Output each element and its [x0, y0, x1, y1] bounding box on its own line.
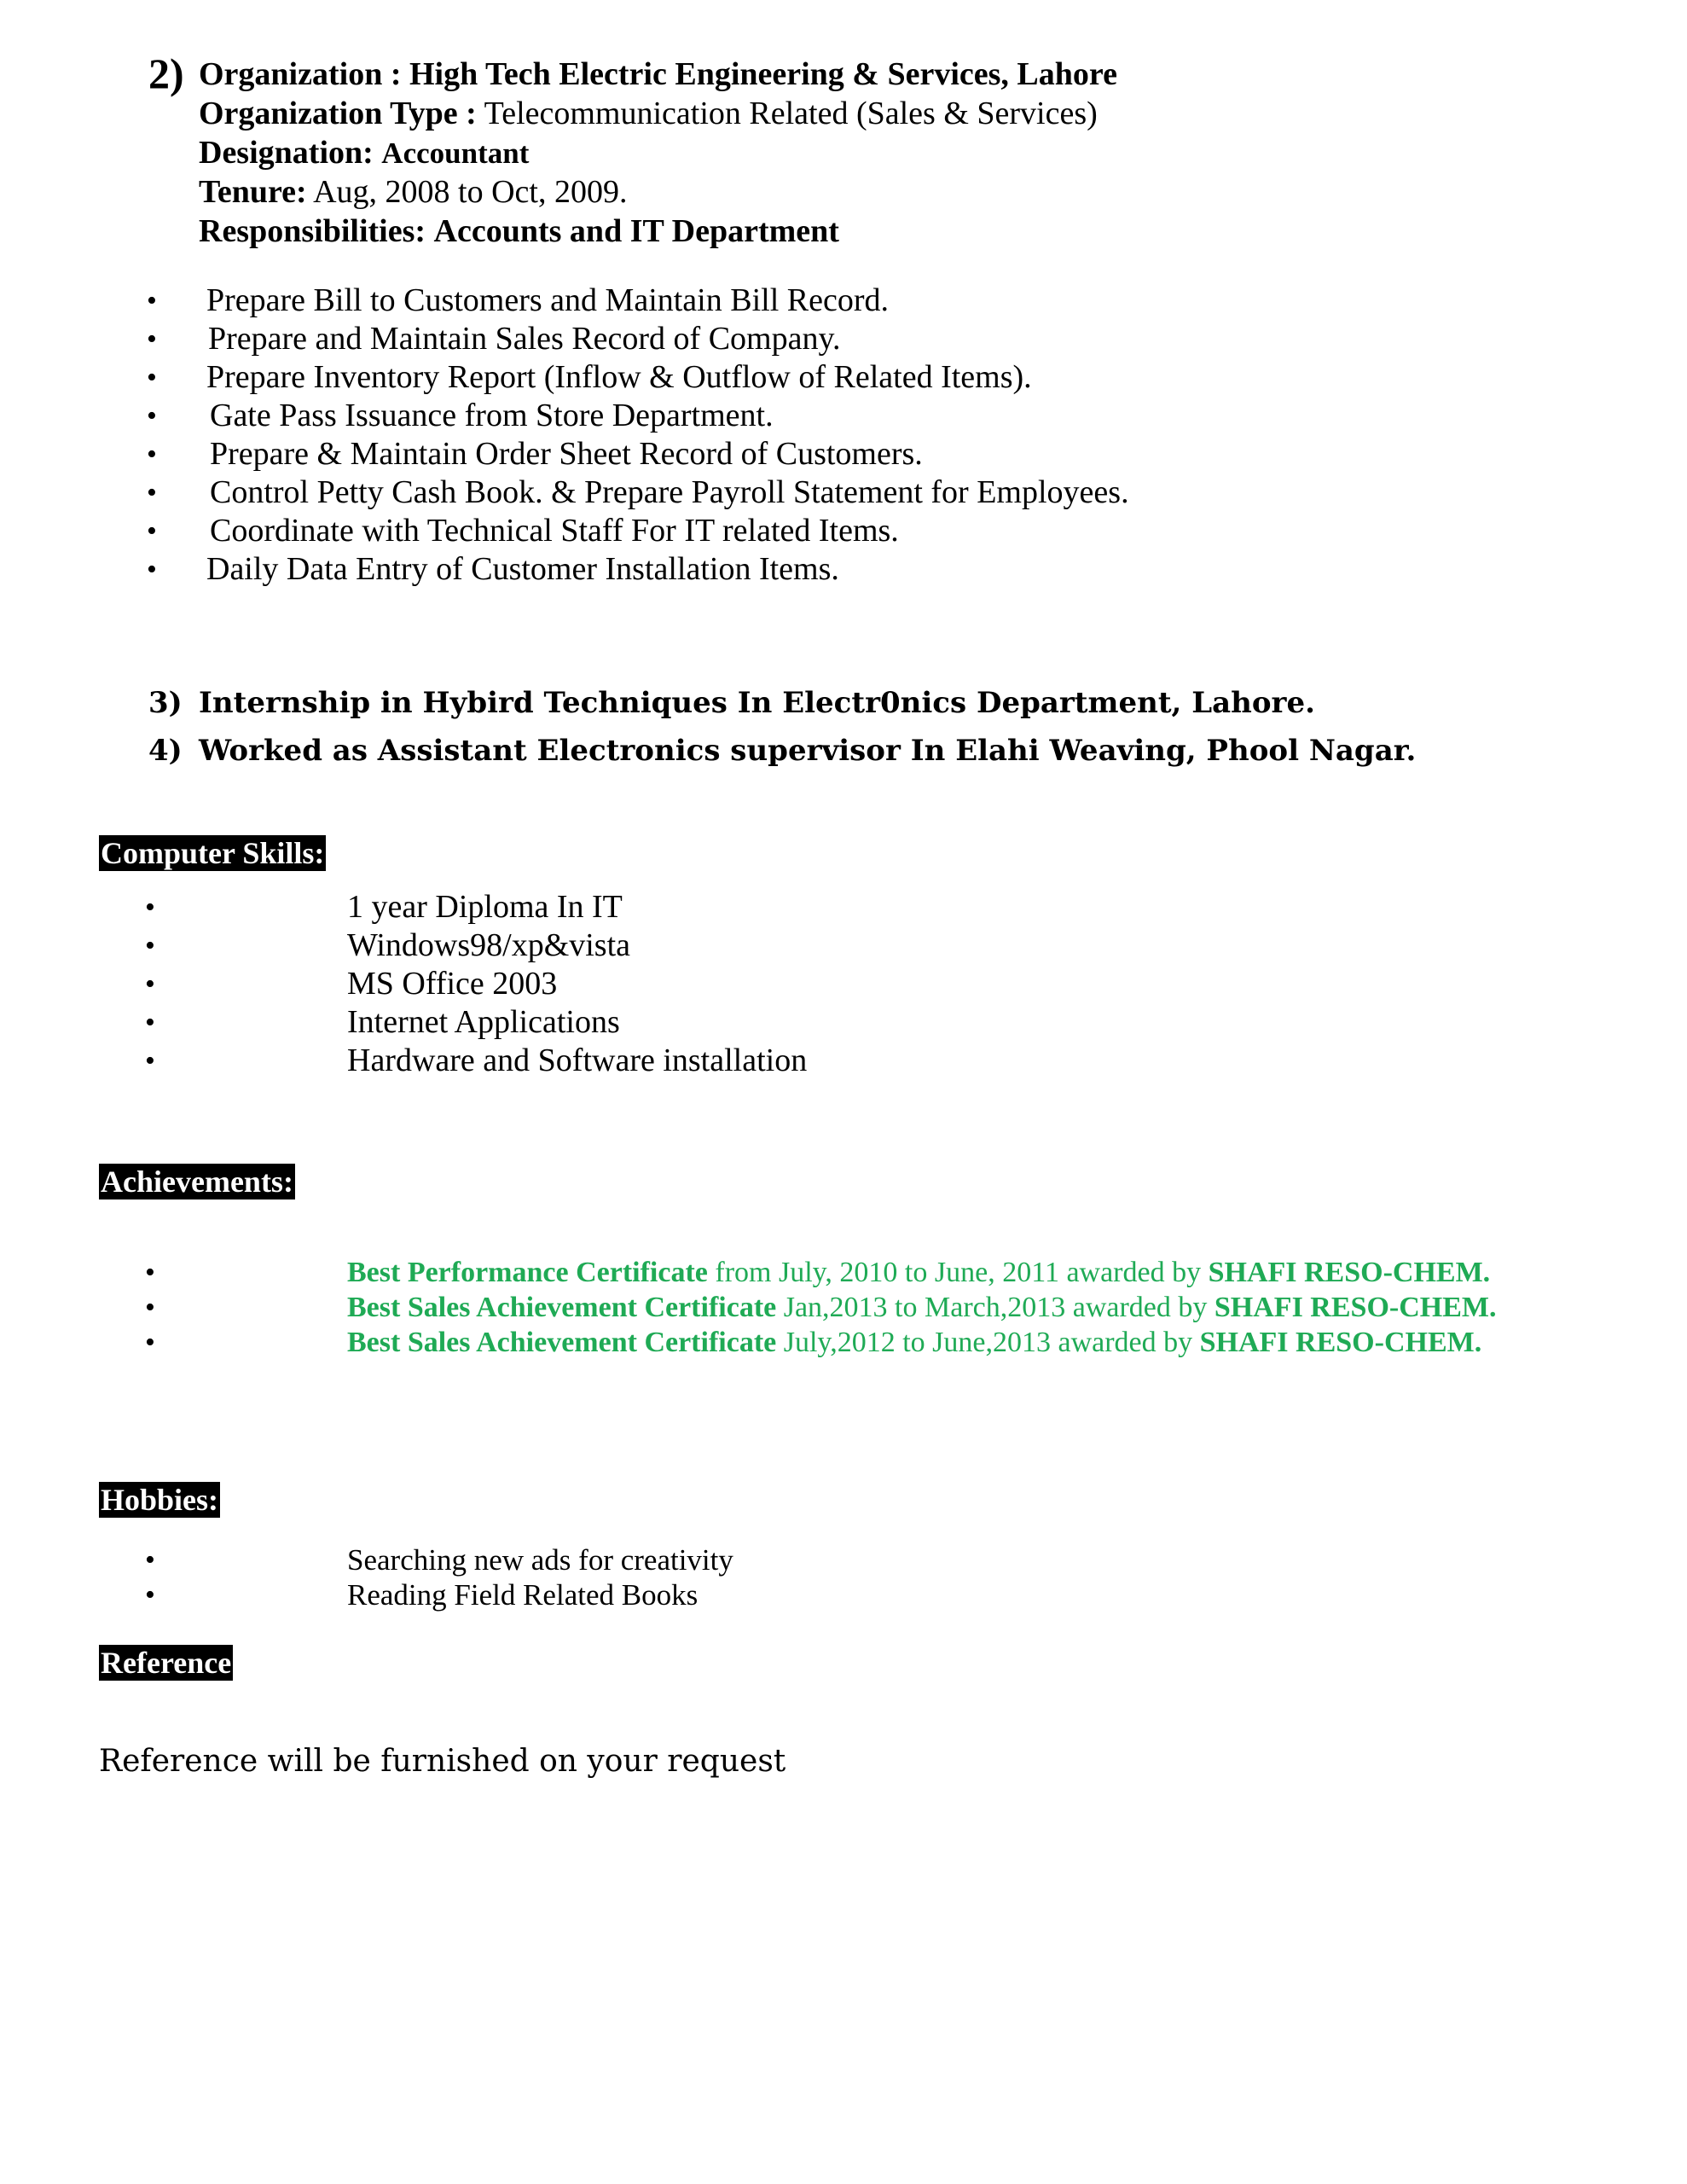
responsibilities-line — [199, 212, 839, 251]
bullet-icon: • — [145, 1579, 155, 1611]
achievement-period: Jan,2013 to March,2013 awarded by — [776, 1292, 1215, 1323]
bullet-icon: • — [145, 1292, 155, 1323]
bullet-icon: • — [147, 400, 157, 432]
achievement-org: SHAFI RESO-CHEM. — [1199, 1327, 1482, 1358]
bullet-icon: • — [145, 1544, 155, 1576]
experience-item-number: 4) — [148, 734, 183, 768]
experience-item — [148, 684, 1315, 722]
bullet-icon: • — [147, 439, 157, 470]
organization-value: High Tech Electric Engineering & Services, Lahore — [409, 56, 1117, 92]
tenure-line — [199, 172, 627, 212]
designation-label: Designation: — [199, 135, 374, 171]
bullet-icon: • — [145, 968, 155, 1000]
achievement-org: SHAFI RESO-CHEM. — [1214, 1292, 1497, 1323]
bullet-icon: • — [145, 1007, 155, 1038]
list-item-text — [347, 1325, 1481, 1360]
list-item-text: Prepare & Maintain Order Sheet Record of Customers. — [210, 436, 923, 472]
tenure-label: Tenure: — [199, 174, 307, 210]
list-item-text: Hardware and Software installation — [347, 1043, 808, 1078]
responsibilities-label: Responsibilities: — [199, 213, 426, 249]
list-item-text: Windows98/xp&vista — [347, 927, 631, 963]
bullet-icon: • — [147, 515, 157, 547]
bullet-icon: • — [145, 1045, 155, 1077]
achievement-period: from July, 2010 to June, 2011 awarded by — [707, 1257, 1209, 1288]
achievement-period: July,2012 to June,2013 awarded by — [776, 1327, 1200, 1358]
organization-type-line — [199, 94, 1098, 133]
reference-heading: Reference — [101, 1646, 232, 1680]
experience-item — [148, 732, 1416, 770]
reference-text: Reference will be furnished on your request — [99, 1744, 786, 1779]
tenure-value: Aug, 2008 to Oct, 2009. — [313, 174, 628, 210]
bullet-icon: • — [145, 1257, 155, 1288]
list-item-text: Prepare Inventory Report (Inflow & Outflow of Related Items). — [206, 359, 1032, 395]
achievement-title: Best Sales Achievement Certificate — [347, 1292, 777, 1323]
designation-line — [199, 133, 529, 173]
bullet-icon: • — [145, 930, 155, 961]
section-number: 2) — [148, 49, 184, 97]
experience-item-text: Internship in Hybird Techniques In Electr0nics Department, Lahore. — [199, 686, 1315, 720]
bullet-icon: • — [147, 477, 157, 508]
list-item-text: Gate Pass Issuance from Store Department. — [210, 398, 774, 433]
bullet-icon: • — [145, 892, 155, 923]
list-item-text: Prepare and Maintain Sales Record of Company. — [208, 321, 841, 357]
bullet-icon: • — [147, 362, 157, 393]
list-item-text: Daily Data Entry of Customer Installation Items. — [206, 551, 839, 587]
organization-line — [199, 55, 1117, 94]
list-item-text: MS Office 2003 — [347, 966, 558, 1002]
experience-item-text: Worked as Assistant Electronics supervisor In Elahi Weaving, Phool Nagar. — [199, 734, 1417, 768]
bullet-icon: • — [145, 1327, 155, 1358]
list-item-text: 1 year Diploma In IT — [347, 889, 623, 925]
designation-value: Accountant — [381, 136, 530, 170]
organization-label: Organization : — [199, 56, 402, 92]
list-item-text — [347, 1290, 1496, 1325]
achievement-title: Best Sales Achievement Certificate — [347, 1327, 777, 1358]
list-item-text: Searching new ads for creativity — [347, 1543, 733, 1577]
computer-skills-heading: Computer Skills: — [101, 836, 325, 870]
list-item-text: Control Petty Cash Book. & Prepare Payroll Statement for Employees. — [210, 474, 1129, 510]
list-item-text: Internet Applications — [347, 1004, 620, 1040]
responsibilities-value: Accounts and IT Department — [433, 213, 839, 249]
list-item-text: Reading Field Related Books — [347, 1578, 699, 1612]
bullet-icon: • — [147, 285, 157, 317]
hobbies-heading: Hobbies: — [101, 1483, 219, 1517]
organization-type-value: Telecommunication Related (Sales & Services) — [484, 96, 1098, 131]
list-item-text: Prepare Bill to Customers and Maintain Bill Record. — [206, 282, 889, 318]
achievement-org: SHAFI RESO-CHEM. — [1208, 1257, 1491, 1288]
list-item-text: Coordinate with Technical Staff For IT related Items. — [210, 513, 899, 549]
list-item-text — [347, 1255, 1490, 1290]
organization-type-label: Organization Type : — [199, 96, 477, 131]
achievements-heading: Achievements: — [101, 1165, 293, 1199]
experience-item-number: 3) — [148, 686, 183, 720]
achievement-title: Best Performance Certificate — [347, 1257, 708, 1288]
bullet-icon: • — [147, 554, 157, 585]
bullet-icon: • — [147, 323, 157, 355]
